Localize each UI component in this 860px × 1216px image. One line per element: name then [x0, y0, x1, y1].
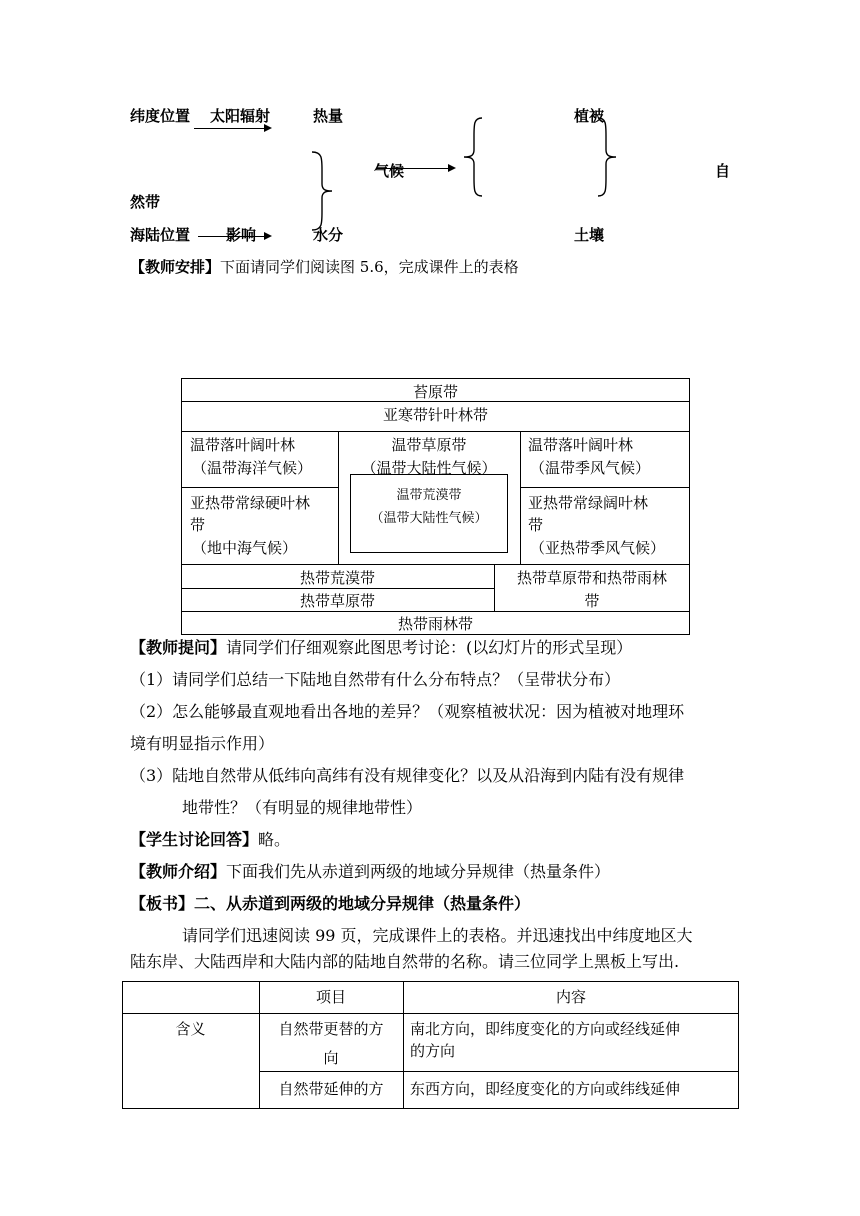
flow-water: 水分 [313, 226, 344, 244]
zone-subtrop-ever-2: 带 [528, 516, 544, 534]
teacher-question-line [130, 632, 632, 664]
flow-ran-dai: 然带 [130, 193, 161, 211]
table-header-item: 项目 [315, 988, 346, 1006]
zone-subtrop-monsoon-climate: （亚热带季风气候） [530, 539, 666, 557]
question-3-line-2: 地带性？（有明显的规律地带性） [182, 798, 423, 817]
flow-arrow-1 [194, 128, 264, 129]
zone-temp-cont-climate-2: （温带大陆性气候） [370, 511, 488, 526]
flow-arrow-climate-head [448, 164, 456, 172]
table-header-content: 内容 [555, 988, 586, 1006]
table-r2-content-line-1: 东西方向，即经度变化的方向或纬线延伸 [410, 1080, 681, 1098]
zone-temp-ocean-climate: （温带海洋气候） [192, 459, 313, 477]
board-line [130, 888, 530, 920]
table-r1-item-line-1: 自然带更替的方 [278, 1020, 384, 1038]
student-answer-text: 略。 [258, 830, 291, 849]
zone-trop-savanna: 热带草原带 [299, 592, 375, 610]
zone-subtrop-hard-2: 带 [190, 516, 206, 534]
brace-close [594, 116, 618, 198]
question-1: （1）请同学们总结一下陆地自然带有什么分布特点？（呈带状分布） [130, 670, 621, 689]
flow-solar-radiation: 太阳辐射 [210, 107, 271, 125]
flow-heat: 热量 [313, 107, 344, 125]
teacher-intro-text: 下面我们先从赤道到两级的地域分异规律（热量条件） [226, 862, 611, 881]
table-r2-item-line-1: 自然带延伸的方 [278, 1080, 384, 1098]
zone-trop-rain: 热带雨林带 [397, 615, 473, 633]
student-answer-tag: 【学生讨论回答】 [130, 830, 259, 849]
table-r1-content-line-2: 的方向 [410, 1042, 456, 1060]
teacher-intro-line [130, 856, 610, 888]
flow-zi: 自 [715, 162, 731, 180]
zone-trop-savanna-rain-1: 热带草原带和热带雨林 [516, 569, 667, 587]
table-row-label-meaning: 含义 [175, 1020, 206, 1038]
zone-trop-desert: 热带荒漠带 [299, 569, 375, 587]
zone-subtrop-hard-1: 亚热带常绿硬叶林 [190, 494, 311, 512]
teacher-arrange-line [130, 256, 519, 277]
zone-mediterranean-climate: （地中海气候） [192, 539, 298, 557]
flow-sea-land-position: 海陆位置 [130, 226, 191, 244]
zone-temp-decid-right: 温带落叶阔叶林 [528, 436, 634, 454]
question-2-line-1: （2）怎么能够最直观地看出各地的差异？（观察植被状况：因为植被对地理环 [130, 702, 685, 721]
zone-temp-monsoon-climate: （温带季风气候） [530, 459, 651, 477]
zone-temp-steppe: 温带草原带 [391, 436, 467, 454]
flow-soil: 土壤 [574, 226, 605, 244]
zone-temp-decid-left: 温带落叶阔叶林 [190, 436, 296, 454]
brace-left-merge [308, 150, 336, 232]
zone-temp-cont-climate-1: （温带大陆性气候） [361, 459, 497, 477]
flow-latitude-position: 纬度位置 [130, 107, 191, 125]
reading-line-1: 请同学们迅速阅读 99 页，完成课件上的表格。并迅速找出中纬度地区大 [182, 926, 693, 945]
teacher-question-text: 请同学们仔细观察此图思考讨论：(以幻灯片的形式呈现） [226, 638, 633, 657]
board-text: 二、从赤道到两级的地域分异规律（热量条件） [194, 894, 531, 913]
student-answer-line [130, 824, 290, 856]
reading-line-2: 陆东岸、大陆西岸和大陆内部的陆地自然带的名称。请三位同学上黑板上写出. [130, 952, 680, 971]
teacher-arrange-text: 下面请同学们阅读图 5.6，完成课件上的表格 [220, 258, 519, 276]
zone-temp-desert: 温带荒漠带 [396, 488, 462, 503]
flow-arrow-2-head [264, 232, 272, 240]
flow-vegetation: 植被 [574, 107, 605, 125]
zone-subtrop-ever-1: 亚热带常绿阔叶林 [528, 494, 649, 512]
zone-trop-savanna-rain-2: 带 [584, 592, 600, 610]
brace-open [462, 116, 486, 198]
flow-arrow-climate [376, 168, 448, 169]
question-2-line-2: 境有明显指示作用） [130, 734, 275, 753]
flow-influence: 影响 [226, 226, 257, 244]
teacher-arrange-tag: 【教师安排】 [130, 258, 221, 276]
flow-climate: 气候 [374, 162, 405, 180]
zone-tundra: 苔原带 [412, 383, 458, 401]
flow-arrow-1-head [264, 124, 272, 132]
board-tag: 【板书】 [130, 894, 195, 913]
teacher-intro-tag: 【教师介绍】 [130, 862, 227, 881]
question-3-line-1: （3）陆地自然带从低纬向高纬有没有规律变化？以及从沿海到内陆有没有规律 [130, 766, 685, 785]
teacher-question-tag: 【教师提问】 [130, 638, 227, 657]
zone-subarctic: 亚寒带针叶林带 [382, 406, 488, 424]
table-r1-content-line-1: 南北方向，即纬度变化的方向或经线延伸 [410, 1020, 681, 1038]
table-r1-item-line-2: 向 [323, 1049, 339, 1067]
